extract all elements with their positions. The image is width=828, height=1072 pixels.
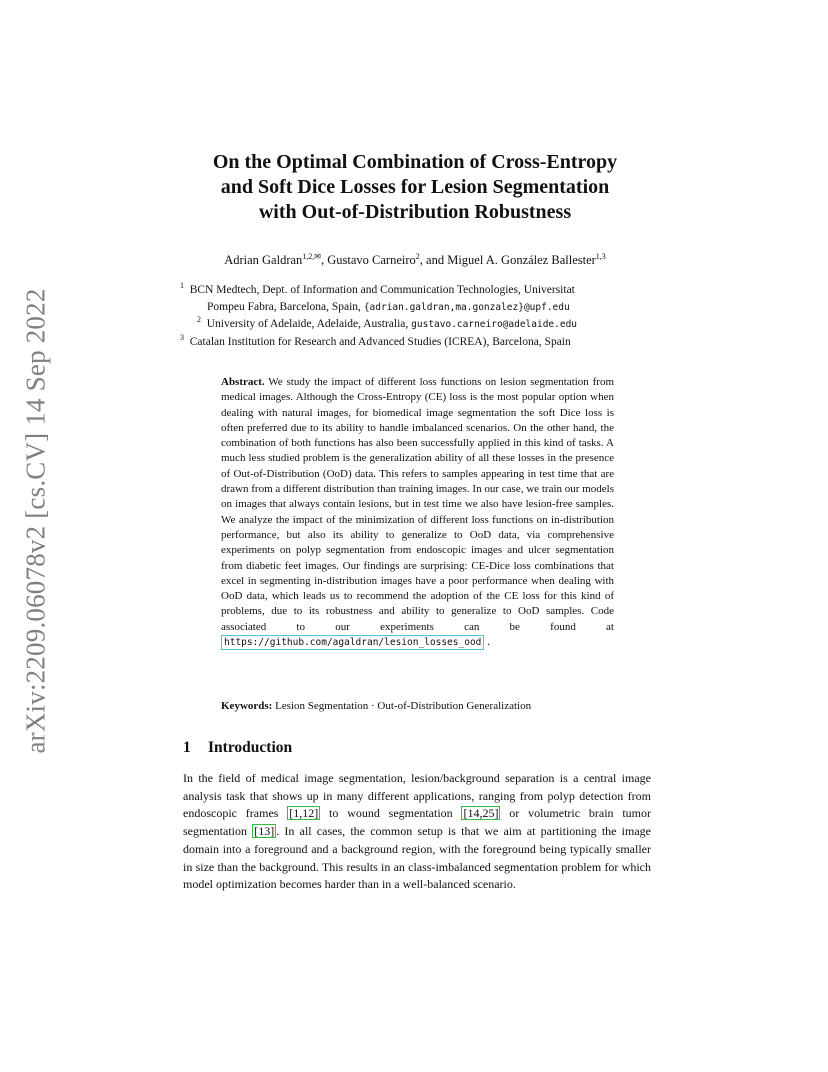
author-separator: , and bbox=[419, 253, 448, 267]
paragraph-text: In the field of medical image segmentation, lesion/background separation is a central image analysis task that shows up in many different applications, ranging from polyp detection from endoscopic frames bbox=[183, 771, 651, 821]
affiliation-text: BCN Medtech, Dept. of Information and Communication Technologies, Universitat bbox=[189, 284, 575, 296]
section-title: Introduction bbox=[208, 739, 293, 756]
arxiv-identifier bbox=[16, 286, 56, 756]
section-heading-introduction bbox=[183, 739, 292, 757]
affiliation-text: University of Adelaide, Adelaide, Australia, bbox=[206, 318, 412, 330]
keywords-list: Lesion Segmentation · Out-of-Distribution Generalization bbox=[272, 700, 532, 712]
title-line-2: and Soft Dice Losses for Lesion Segmentation bbox=[220, 176, 610, 198]
author-affiliation-marker: 1,2,✉ bbox=[302, 252, 321, 261]
keywords bbox=[221, 700, 621, 712]
citation-link[interactable]: [14,25] bbox=[463, 806, 499, 821]
citation-link[interactable]: [1,12] bbox=[289, 806, 319, 821]
keywords-label: Keywords: bbox=[221, 700, 273, 712]
affiliation-number: 3 bbox=[180, 332, 184, 342]
affiliation-number: 1 bbox=[180, 281, 184, 290]
author-name: Adrian Galdran bbox=[224, 253, 303, 267]
abstract-body: We study the impact of different loss functions on lesion segmentation from medical images. Although the Cross-Entropy (CE) loss is the most popular option when dealing with natural images, for biomedical image segmentation the soft Dice loss is often preferred due to its ability to handle imbalanced scenarios. On the other hand, the combination of both functions has also been successfully applied in this kind of tasks. A much less studied problem is the generalization ability of all these losses in the presence of Out-of-Distribution (OoD) data. This refers to samples appearing in test time that are drawn from a different distribution than training images. In our case, we train our models on images that always contain lesions, but in test time we also have lesion-free samples. We analyze the impact of the minimization of different loss functions on in-distribution performance, but also its ability to generalize to OoD data, via comprehensive experiments on polyp segmentation from endoscopic images and ulcer segmentation from diabetic feet images. Our findings are surprising: CE-Dice loss combinations that excel in segmenting in-distribution images have a poor performance when dealing with OoD data, which leads us to recommend the adoption of the CE loss for this kind of problems, due to its robustness and ability to generalize to OoD samples. Code associated to our experiments can be found at bbox=[221, 376, 614, 633]
title-line-1: On the Optimal Combination of Cross-Entropy bbox=[212, 151, 618, 173]
author-affiliation-marker: 2 bbox=[415, 252, 420, 261]
abstract bbox=[221, 375, 614, 650]
paragraph-text: or volumetric brain tumor segmentation bbox=[183, 806, 651, 839]
section-number: 1 bbox=[183, 739, 191, 756]
affiliation-1-continued bbox=[180, 299, 660, 317]
author-name: Gustavo Carneiro bbox=[327, 253, 416, 267]
abstract-label: Abstract. bbox=[221, 376, 265, 388]
arxiv-identifier-text: arXiv:2209.06078v2 [cs.CV] 14 Sep 2022 bbox=[20, 288, 51, 754]
email-address: gustavo.carneiro@adelaide.edu bbox=[411, 319, 578, 330]
affiliation-1 bbox=[180, 282, 660, 299]
affiliation-number: 2 bbox=[197, 315, 201, 324]
paper-title bbox=[160, 150, 670, 225]
author-separator: , bbox=[321, 253, 328, 267]
paragraph-text: . In all cases, the common setup is that we aim at partitioning the image domain into a foreground and a background region, with the foreground being typically smaller in size than the background. This results in an class-imbalanced segmentation problem for which model optimization becomes harder than in a well-balanced scenario. bbox=[183, 824, 652, 892]
affiliation-text: Catalan Institution for Research and Advanced Studies (ICREA), Barcelona, Spain bbox=[189, 335, 571, 348]
email-address: {adrian.galdran,ma.gonzalez}@upf.edu bbox=[363, 301, 570, 313]
author-name: Miguel A. González Ballester bbox=[447, 253, 596, 267]
paragraph-text: to wound segmentation bbox=[320, 806, 462, 821]
affiliation-3 bbox=[180, 334, 660, 351]
author-list bbox=[150, 253, 680, 268]
affiliation-2 bbox=[180, 316, 660, 334]
citation-link[interactable]: [13] bbox=[254, 824, 275, 839]
code-repository-link[interactable]: https://github.com/agaldran/lesion_losses_ood bbox=[221, 635, 484, 650]
affiliation-text: Pompeu Fabra, Barcelona, Spain, bbox=[207, 300, 364, 313]
affiliations bbox=[180, 282, 660, 350]
title-line-3: with Out-of-Distribution Robustness bbox=[258, 201, 572, 223]
author-affiliation-marker: 1,3 bbox=[595, 252, 606, 261]
abstract-end: . bbox=[484, 636, 490, 649]
introduction-paragraph bbox=[183, 770, 651, 894]
